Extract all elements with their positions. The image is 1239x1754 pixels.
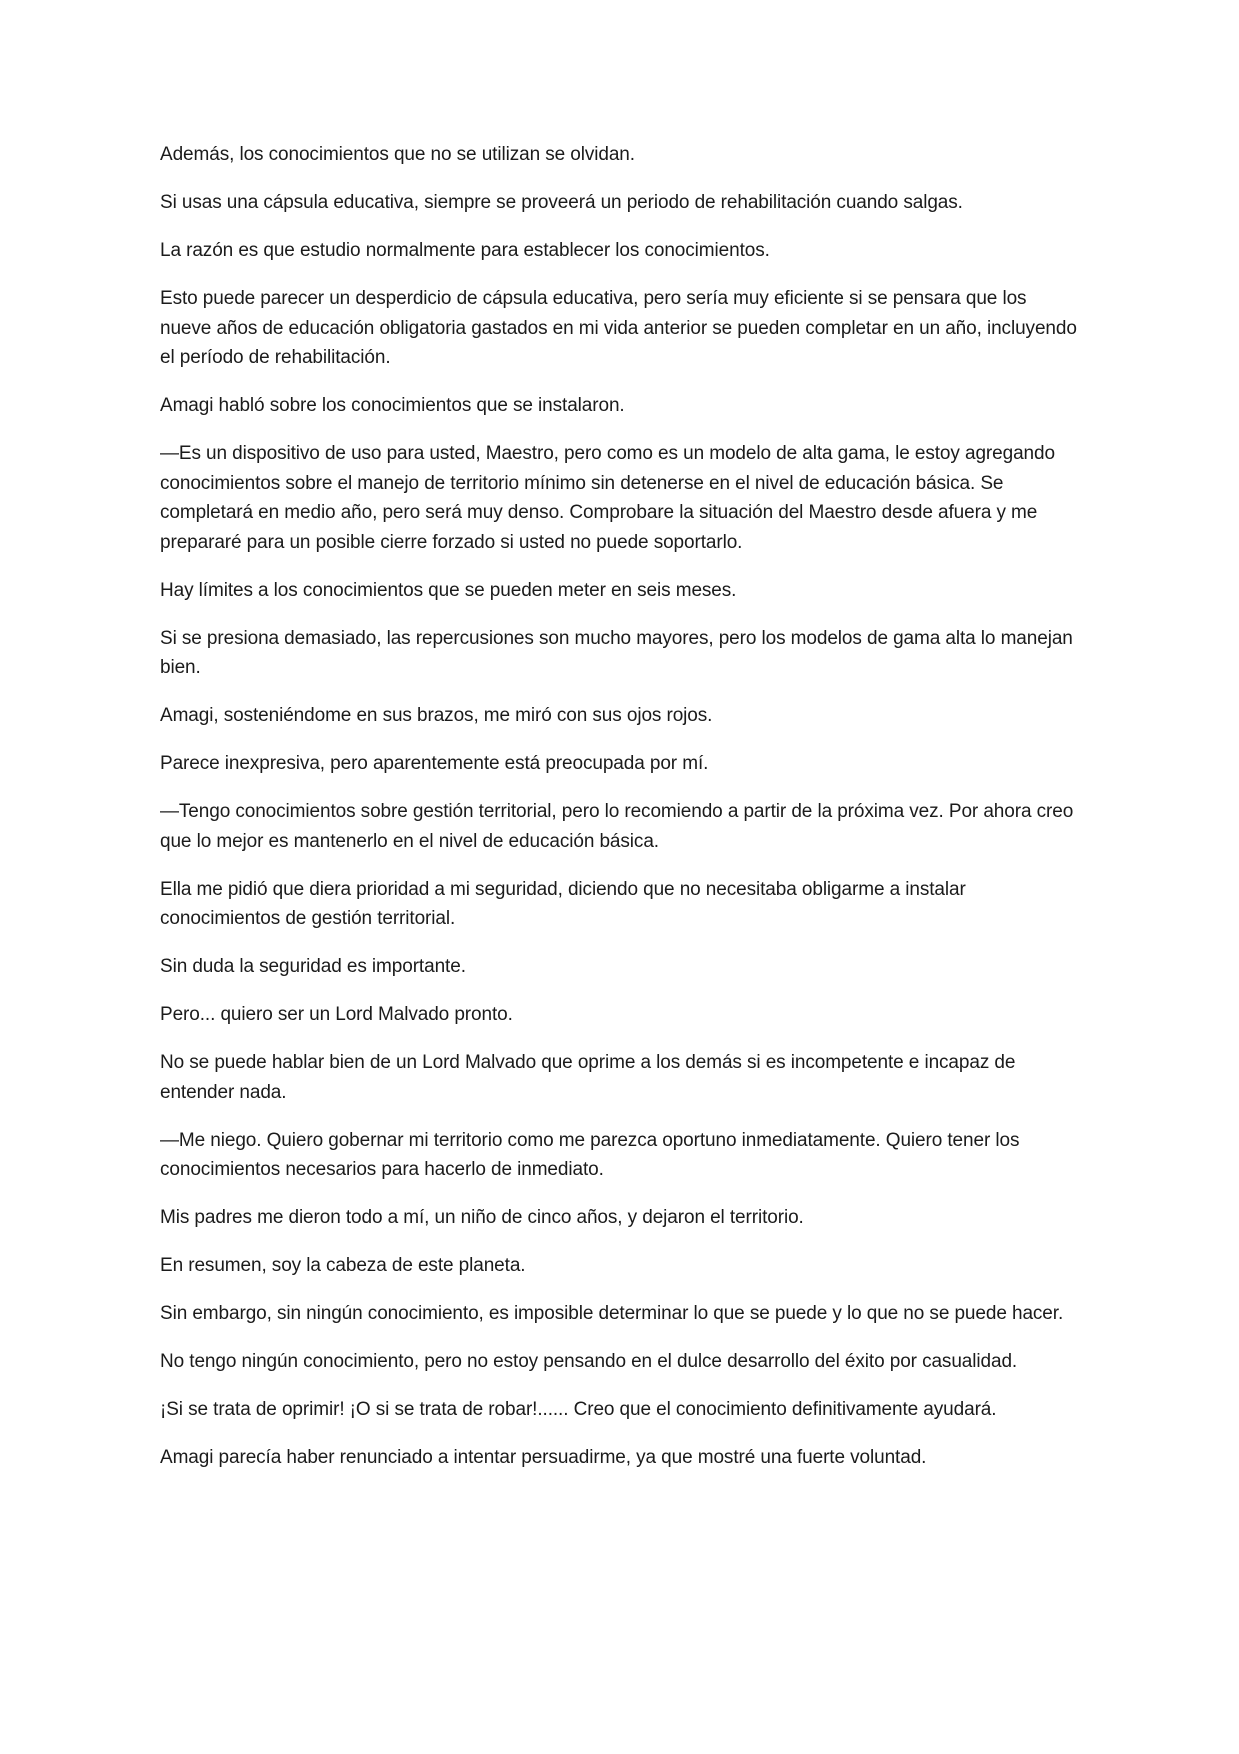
paragraph: Sin duda la seguridad es importante. — [160, 956, 466, 977]
paragraph: Si usas una cápsula educativa, siempre se proveerá un periodo de rehabilitación cuando salgas. — [160, 192, 963, 213]
paragraph: Sin embargo, sin ningún conocimiento, es imposible determinar lo que se puede y lo que no se puede hacer. — [160, 1303, 1064, 1324]
paragraph: Amagi parecía haber renunciado a intentar persuadirme, ya que mostré una fuerte voluntad. — [160, 1447, 927, 1468]
paragraph: No se puede hablar bien de un Lord Malvado que oprime a los demás si es incompetente e incapaz de entender nada. — [160, 1052, 1016, 1103]
paragraph: Si se presiona demasiado, las repercusiones son mucho mayores, pero los modelos de gama alta lo manejan bien. — [160, 627, 1073, 678]
paragraph: Mis padres me dieron todo a mí, un niño de cinco años, y dejaron el territorio. — [160, 1207, 804, 1228]
paragraph: La razón es que estudio normalmente para establecer los conocimientos. — [160, 240, 770, 261]
paragraph: Amagi habló sobre los conocimientos que se instalaron. — [160, 395, 625, 416]
paragraph: Hay límites a los conocimientos que se pueden meter en seis meses. — [160, 579, 737, 601]
paragraph: Pero... quiero ser un Lord Malvado pronto. — [160, 1004, 513, 1025]
paragraph: ¡Si se trata de oprimir! ¡O si se trata de robar!...... Creo que el conocimiento definitivamente ayudará. — [160, 1399, 997, 1420]
paragraph: Amagi, sosteniéndome en sus brazos, me miró con sus ojos rojos. — [160, 705, 713, 726]
paragraph: Además, los conocimientos que no se utilizan se olvidan. — [160, 144, 635, 165]
paragraph: Ella me pidió que diera prioridad a mi seguridad, diciendo que no necesitaba obligarme a instalar conocimientos de gestión territorial. — [160, 878, 966, 929]
paragraph-dialog: —Me niego. Quiero gobernar mi territorio como me parezca oportuno inmediatamente. Quiero tener los conocimientos necesarios para hacerlo de inmediato. — [160, 1129, 1020, 1180]
paragraph: No tengo ningún conocimiento, pero no estoy pensando en el dulce desarrollo del éxito por casualidad. — [160, 1351, 1018, 1372]
paragraph: Parece inexpresiva, pero aparentemente está preocupada por mí. — [160, 753, 709, 774]
paragraph-dialog: —Tengo conocimientos sobre gestión territorial, pero lo recomiendo a partir de la próxima vez. Por ahora creo que lo mejor es mantenerlo en el nivel de educación básica. — [160, 801, 1074, 852]
paragraph: En resumen, soy la cabeza de este planeta. — [160, 1255, 526, 1276]
paragraph-dialog: —Es un dispositivo de uso para usted, Maestro, pero como es un modelo de alta gama, le estoy agregando conocimientos sobre el manejo de territorio mínimo sin detenerse en el nivel de educación básica. Se completará en medio año, pero será muy denso. Comprobare la situación del Maestro desde afuera y me prepararé para un posible cierre forzado si usted no puede soportarlo. — [160, 443, 1055, 553]
paragraph: Esto puede parecer un desperdicio de cápsula educativa, pero sería muy eficiente si se pensara que los nueve años de educación obligatoria gastados en mi vida anterior se pueden completar en un año, incluyendo el período de rehabilitación. — [160, 288, 1077, 368]
